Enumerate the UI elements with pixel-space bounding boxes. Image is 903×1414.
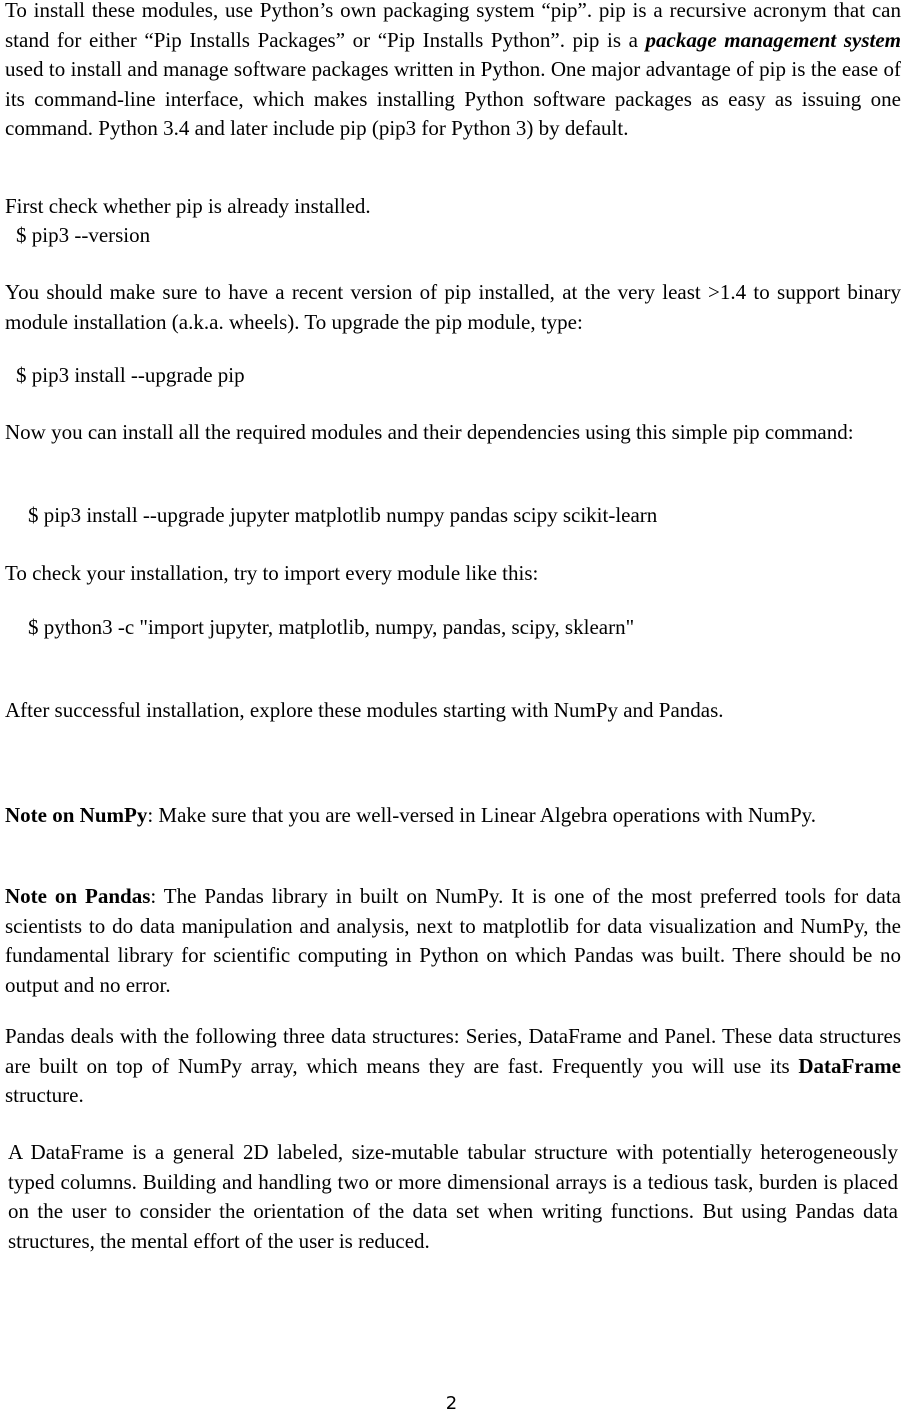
data-structures-text-end: structure. [5, 1083, 84, 1107]
intro-emphasis: package management system [645, 27, 901, 52]
note-pandas-label: Note on Pandas [5, 884, 151, 908]
install-modules-command: $ pip3 install --upgrade jupyter matplotlib numpy pandas scipy scikit-learn [28, 503, 658, 527]
dataframe-bold: DataFrame [798, 1053, 901, 1078]
note-numpy-label: Note on NumPy [5, 803, 148, 827]
upgrade-pip-paragraph [5, 278, 901, 337]
note-pandas-text: : The Pandas library in built on NumPy. It is one of the most preferred tools for data scientists to do data manipulation and analysis, next to matplotlib for data visualization and NumPy, the fundamental library for scientific computing in Python on which Pandas was built. There should be no output and no error. [5, 884, 901, 997]
intro-text-end: used to install and manage software packages written in Python. One major advantage of pip is the ease of its command-line interface, which makes installing Python software packages as easy as issuing one command. Python 3.4 and later include pip (pip3 for Python 3) by default. [5, 57, 901, 140]
check-install-paragraph [5, 559, 901, 589]
check-pip-text: First check whether pip is already installed. [5, 194, 371, 218]
after-install-text: After successful installation, explore these modules starting with NumPy and Pandas. [5, 698, 724, 722]
check-install-command: $ python3 -c "import jupyter, matplotlib, numpy, pandas, scipy, sklearn" [28, 615, 635, 639]
upgrade-pip-command: $ pip3 install --upgrade pip [16, 363, 245, 387]
dataframe-description-paragraph [8, 1138, 898, 1256]
install-modules-paragraph [5, 418, 901, 448]
dataframe-description-text: A DataFrame is a general 2D labeled, size-mutable tabular structure with potentially heterogeneously typed columns. Building and handling two or more dimensional arrays is a tedious task, burden is placed on the user to consider the orientation of the data set when writing functions. But using Pandas data structures, the mental effort of the user is reduced. [8, 1140, 898, 1253]
note-numpy-paragraph [5, 801, 901, 831]
check-pip-command: $ pip3 --version [16, 223, 151, 247]
check-install-text: To check your installation, try to import every module like this: [5, 561, 539, 585]
upgrade-pip-text: You should make sure to have a recent version of pip installed, at the very least >1.4 to support binary module installation (a.k.a. wheels). To upgrade the pip module, type: [5, 280, 901, 334]
install-modules-text: Now you can install all the required modules and their dependencies using this simple pip command: [5, 420, 854, 444]
note-pandas-paragraph [5, 882, 901, 1000]
page-number: 2 [445, 1393, 458, 1414]
after-install-paragraph [5, 696, 901, 726]
check-pip-paragraph [5, 192, 901, 222]
intro-paragraph [5, 0, 901, 144]
data-structures-text-start: Pandas deals with the following three data structures: Series, DataFrame and Panel. These data structures are built on top of NumPy array, which means they are fast. Frequently you will use its [5, 1024, 901, 1078]
data-structures-paragraph [5, 1022, 901, 1111]
note-numpy-text: : Make sure that you are well-versed in Linear Algebra operations with NumPy. [147, 803, 817, 827]
intro-text-start: To install these modules, use Python’s own packaging system “pip”. pip is a recursive acronym that can stand for either “Pip Installs Packages” or “Pip Installs Python”. pip is a [5, 0, 901, 52]
